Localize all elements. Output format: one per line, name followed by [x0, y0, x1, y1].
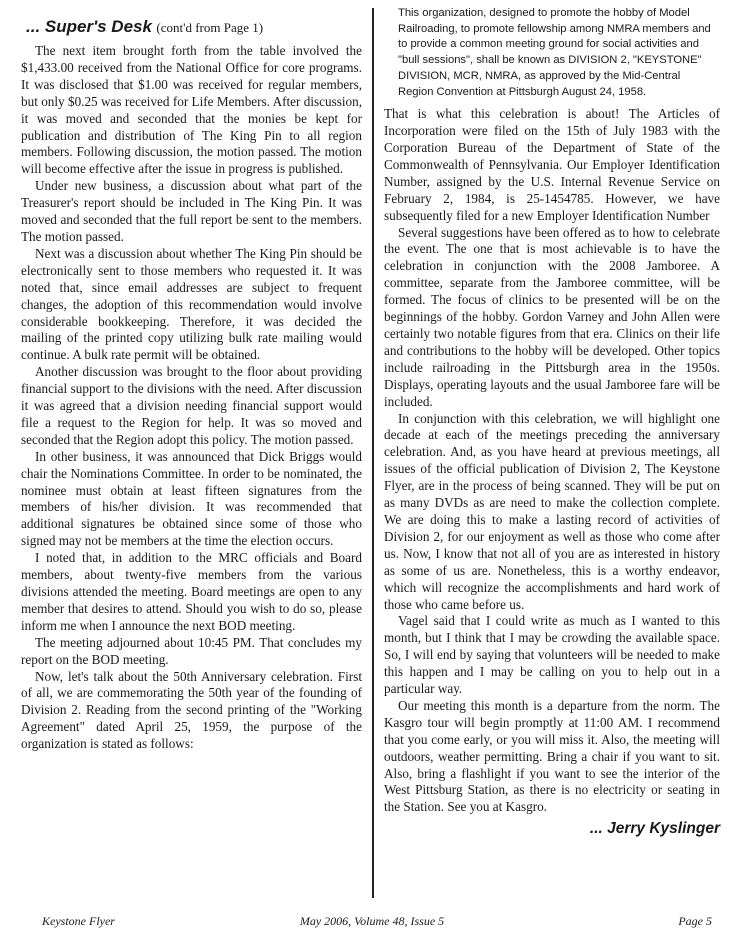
paragraph: Vagel said that I could write as much as I wanted to this month, but I think that I may be crowding the available space. So, I will end by saying that volunteers will be needed to make this happen and I may be calling on you to help out in a particular way.: [384, 613, 720, 697]
right-column: [384, 7, 720, 838]
paragraph: In other business, it was announced that Dick Briggs would chair the Nominations Committee. In order to be nominated, the nominee must obtain at least fifteen signatures from the members of his/her division. It was recommended that additional signatures be obtained since some of those who signed may not be members at the time the election occurs.: [21, 448, 362, 549]
paragraph: In conjunction with this celebration, we will highlight one decade at each of the meetings preceding the anniversary celebration. And, as you have heard at previous meetings, all issues of the official publication of Division 2, The Keystone Flyer, are in the process of being scanned. They will be put on as many DVDs as are need to make the collection complete. We are doing this to make a lasting record of activities of Division 2, for our enjoyment as well as those who come after us. Now, I know that not all of you are as interested in history as some of us are. Nonetheless, this is a worthy endeavor, which will recognize the accomplishments and hard work of those who came before us.: [384, 410, 720, 612]
column-divider: [372, 8, 374, 898]
paragraph: The next item brought forth from the table involved the $1,433.00 received from the National Office for core programs. It was disclosed that $1.00 was received for regular members, but only $0.25 was received for Life Members. After discussion, it was moved and seconded that the monies be kept for publication and distribution of The King Pin to all region members. Following discussion, the motion passed. The motion will become effective after the issue in progress is published.: [21, 43, 362, 177]
paragraph: That is what this celebration is about! The Articles of Incorporation were filed on the 15th of July 1983 with the Corporation Bureau of the Department of State of the Commonwealth of Pennsylvania. Our Employer Identification Number, assigned by the U.S. Internal Revenue Service on February 2, 1984, is 25-1454785. However, we have subsequently filed for a new Employer Identification Number: [384, 106, 720, 223]
footer-issue: May 2006, Volume 48, Issue 5: [299, 914, 445, 928]
heading-title: ... Super's Desk: [26, 17, 152, 36]
heading-continued-note: (cont'd from Page 1): [156, 20, 264, 35]
paragraph: The meeting adjourned about 10:45 PM. That concludes my report on the BOD meeting.: [21, 634, 362, 667]
footer-publication: Keystone Flyer: [42, 914, 115, 928]
paragraph: I noted that, in addition to the MRC officials and Board members, about twenty-five members from the various divisions attended the meeting. Board meetings are open to any member that desires to attend. Should you wish to do so, please inform me when I announce the next BOD meeting.: [21, 550, 362, 633]
paragraph: Next was a discussion about whether The King Pin should be electronically sent to those members who requested it. It was noted that, since email addresses are subject to frequent changes, the adoption of this recommendation would involve considerable bookkeeping. Therefore, it was decided the mailing of the printed copy utilizing bulk rate mailing would continue. A bulk rate permit will be obtained.: [21, 245, 362, 363]
left-column: [21, 16, 362, 753]
paragraph: Another discussion was brought to the floor about providing financial support to the divisions with the need. After discussion it was agreed that a division needing financial support would file a request to the Region for help. It was so moved and seconded that the Region adopt this policy. The motion passed.: [21, 364, 362, 447]
section-heading: [26, 16, 362, 39]
paragraph: Now, let's talk about the 50th Anniversary celebration. First of all, we are commemorating the 50th year of the founding of Division 2. Reading from the second printing of the "Working Agreement" dated April 25, 1959, the purpose of the organization is stated as follows:: [21, 668, 362, 752]
paragraph: Several suggestions have been offered as to how to celebrate the event. The one that is most achievable is to have the celebration in conjunction with the 2008 Jamboree. A committee, separate from the Jamboree committee, will be formed. The focus of clinics to be presented will be on the beginnings of the hobby. Gordon Varney and John Allen were certainly two notable figures from that era. Clinics on their life and contributions to the hobby will be developed. Other topics include railroading in the Pittsburgh area in the 1950s. Displays, operating layouts and the usual Jamboree fare will be included.: [384, 224, 720, 409]
footer-page-number: Page 5: [678, 914, 712, 928]
paragraph: Under new business, a discussion about what part of the Treasurer's report should be included in The King Pin. It was moved and seconded that the full report be sent to the members. The motion passed.: [21, 178, 362, 244]
paragraph: Our meeting this month is a departure from the norm. The Kasgro tour will begin promptly at 11:00 AM. I recommend that you come early, or you will miss it. Also, the meeting will outdoors, weather permitting. Bring a chair if you want to sit. Also, bring a flashlight if you want to see the interior of the West Pittsburg Station, as there is no electricity or seating in the Station. See you at Kasgro.: [384, 697, 720, 815]
author-signature: ... Jerry Kyslinger: [589, 820, 720, 838]
block-quote: This organization, designed to promote the hobby of Model Railroading, to promote fellowship among NMRA members and to provide a common meeting ground for social activities and "bull sessions", shall be known as DIVISION 2, "KEYSTONE" DIVISION, MCR, NMRA, as approved by the Mid-Central Region Convention at Pittsburgh August 24, 1958.: [398, 7, 711, 98]
